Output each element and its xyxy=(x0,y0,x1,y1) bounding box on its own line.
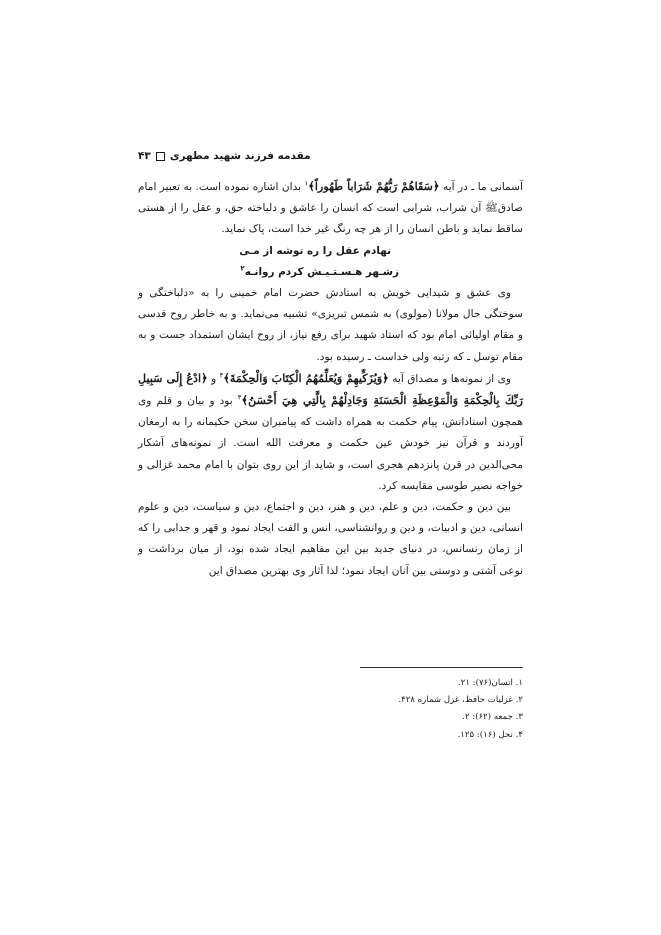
book-page xyxy=(138,0,523,935)
paragraph-2: وی عشق و شیدایی خویش به استادش حضرت امام خمینی را به «دلباختگی و سوختگی حال مولانا (مولوی) به شمس تبریزی» تشبیه می‌نماید. و به خاطر روح قدسی و مقام اولیائی امام بود که استاد شهید برای رفع نیاز، از روح ایشان استمداد جست و به مقام توسل ـ که رتبه ولی خداست ـ رسیده بود. xyxy=(138,287,523,363)
quran-verse-3: ﴿ادْعُ إِلَى سَبِيلِ رَبِّكَ بِالْحِكْمَةِ وَالْمَوْعِظَةِ الْحَسَنَةِ وَجَادِلْهُمْ بِالَّتِي هِيَ أَحْسَنُ﴾ xyxy=(138,370,523,408)
footnote-ref-2: ۲ xyxy=(240,264,245,273)
square-ornament-icon xyxy=(156,152,165,161)
footnote-ref-1: ۱ xyxy=(304,179,309,188)
footnote-1: ۱. انسان(۷۶): ۲۱. xyxy=(457,678,523,688)
footnote-2: ۲. غزلیات حافظ، غزل شماره ۴۲۸. xyxy=(398,695,523,706)
paragraph-3-conj: و xyxy=(207,372,220,385)
poem-couplet xyxy=(138,241,523,283)
footnotes-list xyxy=(138,675,523,744)
poem-line-2-text: زشـهر هـسـتـیـش کردم روانـه xyxy=(244,265,399,278)
running-header-title: مقدمه فرزند شهید مطهری xyxy=(169,150,311,162)
running-header xyxy=(138,150,523,162)
quran-verse-1: ﴿سَقَاهُمْ رَبُّهُمْ شَرَاباً طَهُوراً﴾ xyxy=(308,179,440,193)
paragraph-3-start: وی از نمونه‌ها و مصداق آیه xyxy=(388,372,512,385)
paragraph-1-start: آسمانی ما ـ در آیه xyxy=(439,181,523,193)
poem-line-2 xyxy=(138,262,523,283)
paragraph-4: بین دین و حکمت، دین و علم، دین و هنر، دین و اجتماع، دین و سیاست، دین و علوم انسانی، دین و ادبیات، و دین و روانشناسی، انس و الفت ایجاد نمود و قهر و جدایی را که از زمان رنسانس، در دنیای جدید بین این مفاهیم ایجاد شده بود، از میان برداشت و نوعی آشتی و دوستی بین آنان ایجاد نمود؛ لذا آثار وی بهترین مصداق این xyxy=(138,501,523,577)
body-text xyxy=(138,176,523,582)
footnote-ref-3: ۳ xyxy=(219,371,224,380)
footnote-divider xyxy=(360,667,523,668)
paragraph-1 xyxy=(138,176,523,241)
page-number: ۴۳ xyxy=(138,150,151,162)
footnote-3: ۳. جمعه (۶۲): ۲. xyxy=(462,712,523,723)
footnote-4: ۴. نحل (۱۶): ۱۲۵. xyxy=(457,729,523,740)
quran-verse-2: ﴿وَيُزَكِّيهِمْ وَيُعَلِّمُهُمُ الْكِتَابَ وَالْحِكْمَةَ﴾ xyxy=(223,370,389,385)
poem-line-1: نهادم عقل را ره توشه از مـی xyxy=(239,244,391,257)
paragraph-1-end: بدان اشاره نموده است. به تعبیر امام صادقﷺ آن شراب، شرابی است که انسان را عاشق و دلباخته حق، و عقل را از هستی ساقط نماید و باطن انسان را از هر چه رنگ غیر خدا است، پاک نماید. xyxy=(138,181,523,236)
paragraph-3 xyxy=(138,368,523,497)
paragraph-3-end: بود و بیان و قلم وی همچون استادانش، پیام حکمت به همراه داشت که پیامبران سخن حکیمانه را به ارمغان آوردند و قرآن نیز خودش عین حکمت و معرفت الله است. از نمونه‌های آشکار محی‌الدین در قرن پانزدهم هجری است، و شاید از این روی بتوان با امام محمد غزالی و خواجه نصیر طوسی مقایسه کرد. xyxy=(138,395,523,492)
footnote-ref-4: ۴ xyxy=(237,393,242,402)
